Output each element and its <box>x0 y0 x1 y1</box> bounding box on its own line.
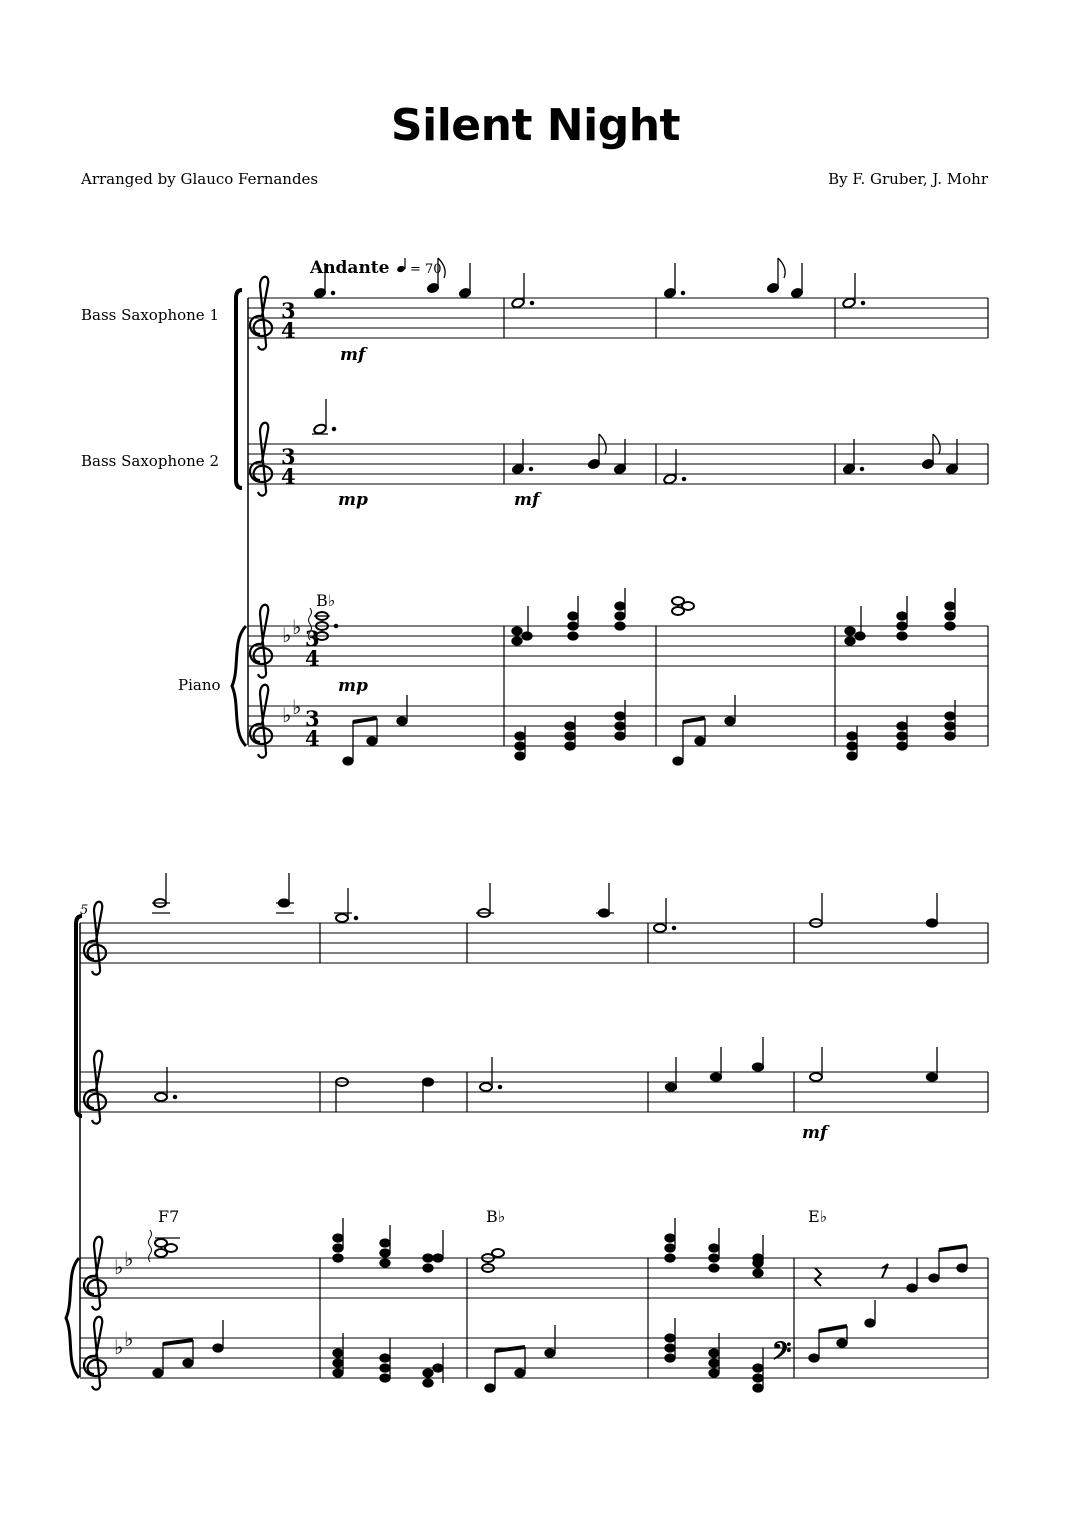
chord-symbol: F7 <box>158 1207 180 1226</box>
time-signature <box>281 298 320 751</box>
chord-symbols-system-2 <box>158 1207 827 1226</box>
page-title: Silent Night <box>390 100 681 151</box>
svg-text:4: 4 <box>281 318 296 343</box>
chord-symbol: E♭ <box>808 1207 828 1226</box>
svg-text:3: 3 <box>281 444 296 469</box>
treble-clef-icon <box>250 423 272 496</box>
treble-clef-icon <box>250 277 272 350</box>
system-1 <box>81 258 988 765</box>
sax2-notes-system-1 <box>312 399 959 485</box>
svg-text:♭: ♭ <box>292 695 302 719</box>
arranger-credit: Arranged by Glauco Fernandes <box>81 170 319 188</box>
treble-clef-icon <box>250 605 272 678</box>
svg-text:♭: ♭ <box>114 1255 124 1279</box>
saxophone-group-bracket <box>236 290 242 488</box>
sax2-notes-system-2 <box>155 1037 938 1112</box>
bass-clef-icon: 𝄢 <box>772 1337 792 1372</box>
svg-text:♭: ♭ <box>282 623 292 647</box>
svg-text:♭: ♭ <box>124 1247 134 1271</box>
dynamic-marking: mp <box>338 490 368 510</box>
treble-clef-icon <box>84 1051 106 1124</box>
chord-symbol: B♭ <box>316 591 336 610</box>
svg-text:♭: ♭ <box>282 703 292 727</box>
dynamics-system-1 <box>338 345 542 696</box>
chord-symbol: B♭ <box>486 1207 506 1226</box>
rest-icon <box>882 1264 888 1278</box>
staff-piano-right <box>80 1258 988 1298</box>
measure-number: 5 <box>80 903 89 918</box>
staff-piano-right <box>248 626 988 666</box>
treble-clef-icon <box>250 685 272 758</box>
piano-right-notes-system-2 <box>149 1218 968 1292</box>
quarter-note-icon <box>396 265 406 273</box>
svg-text:3: 3 <box>281 298 296 323</box>
piano-brace <box>66 1258 79 1378</box>
svg-text:♭: ♭ <box>114 1335 124 1359</box>
instrument-label-sax1: Bass Saxophone 1 <box>81 306 219 324</box>
instrument-label-piano: Piano <box>178 676 221 694</box>
svg-text:4: 4 <box>305 646 320 671</box>
composer-credit: By F. Gruber, J. Mohr <box>828 170 988 188</box>
svg-text:4: 4 <box>281 464 296 489</box>
svg-text:♭: ♭ <box>292 615 302 639</box>
dynamic-marking: mp <box>338 676 368 696</box>
piano-brace <box>232 626 246 746</box>
barlines-system-1 <box>504 298 988 746</box>
staff-sax2 <box>248 444 988 484</box>
key-signature-flats <box>114 1247 133 1359</box>
rest-icon <box>815 1268 821 1286</box>
dynamic-marking: mf <box>514 490 540 510</box>
svg-text:3: 3 <box>305 626 320 651</box>
svg-text:♭: ♭ <box>124 1327 134 1351</box>
tempo-bpm: = 70 <box>410 262 442 277</box>
instrument-label-sax2: Bass Saxophone 2 <box>81 452 219 470</box>
staff-sax1 <box>248 298 988 338</box>
tempo-marking: Andante <box>310 258 390 278</box>
saxophone-group-bracket <box>76 916 82 1116</box>
treble-clef-icon <box>84 1237 106 1310</box>
barlines-system-2 <box>320 923 988 1378</box>
staff-sax2 <box>80 1072 988 1112</box>
staff-sax1 <box>80 923 988 963</box>
dynamic-marking: mf <box>340 345 366 365</box>
svg-text:3: 3 <box>305 706 320 731</box>
treble-clef-icon <box>84 1317 106 1390</box>
key-signature-flats <box>282 615 301 727</box>
sax1-notes-system-1 <box>313 258 864 309</box>
svg-text:4: 4 <box>305 726 320 751</box>
dynamic-marking: mf <box>802 1123 828 1143</box>
system-2 <box>66 873 988 1392</box>
